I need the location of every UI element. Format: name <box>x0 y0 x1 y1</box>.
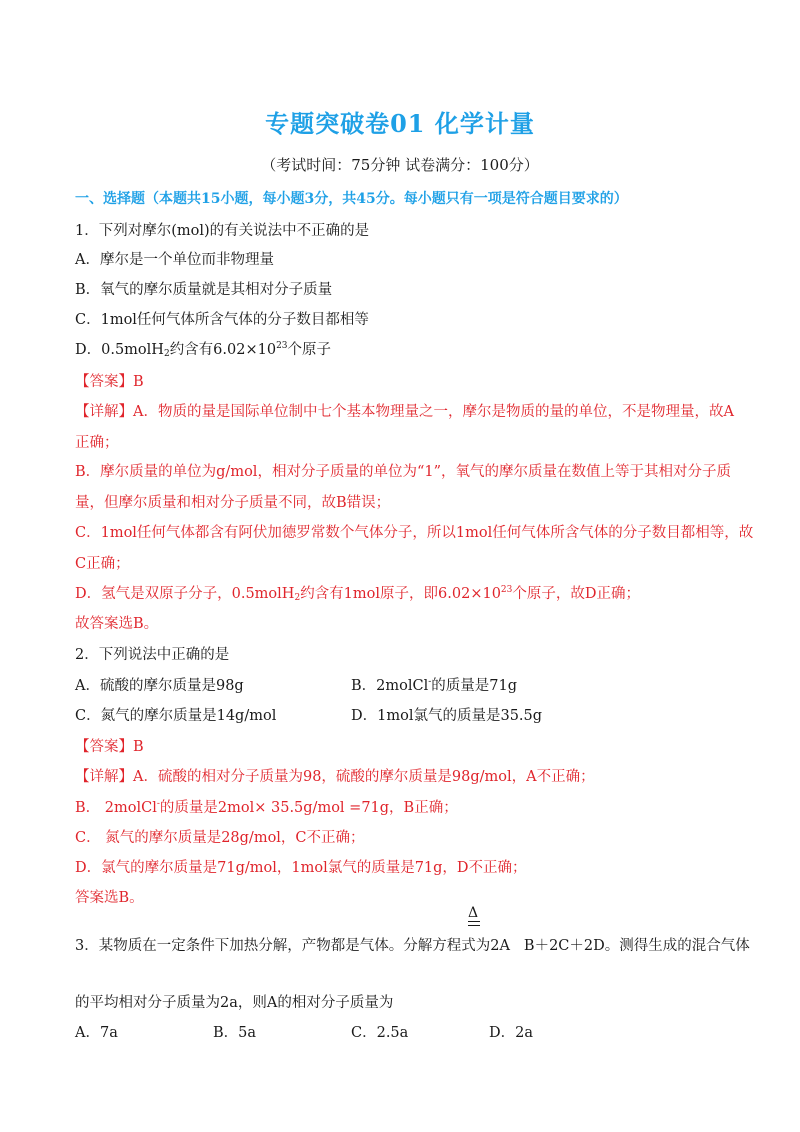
q1-detail: C．1mol任何气体都含有阿伏加德罗常数个气体分子，所以1mol任何气体所含气体的分子数目都相等，故 <box>75 525 754 541</box>
q1-answer: 【答案】B <box>75 374 144 390</box>
q1-option-c: C．1mol任何气体所含气体的分子数目都相等 <box>75 312 369 328</box>
q2-option-d: D．1mol氯气的质量是35.5g <box>351 708 543 724</box>
q1-option-d: D．0.5molH$_2$约含有$6.02\times 10^{23}$个原子 <box>75 341 332 359</box>
q1-detail: 正确； <box>75 435 119 451</box>
q1-stem: 1．下列对摩尔(mol)的有关说法中不正确的是 <box>75 223 370 239</box>
q2-conclusion: 答案选B。 <box>75 890 144 906</box>
q3-option-d: D．2a <box>489 1025 533 1041</box>
q3-stem-continued: 的平均相对分子质量为2a，则A的相对分子质量为 <box>75 995 394 1011</box>
q3-option-b: B．5a <box>213 1025 257 1041</box>
q2-option-b: B．2molCl-的质量是71g <box>351 677 518 694</box>
q2-answer: 【答案】B <box>75 739 144 755</box>
q1-option-b: B．氧气的摩尔质量就是其相对分子质量 <box>75 282 333 298</box>
q1-detail: D．氢气是双原子分子，0.5molH$_2$约含有1mol原子，即$6.02\times 10^{23}$个原子，故D正确； <box>75 585 640 603</box>
q3-stem: 3．某物质在一定条件下加热分解，产物都是气体。分解方程式为2A B＋2C＋2D。测得生成的混合气体 <box>75 938 750 954</box>
q2-detail: 【详解】A．硫酸的相对分子质量为98，硫酸的摩尔质量是98g/mol，A不正确； <box>75 769 595 785</box>
q3-option-c: C．2.5a <box>351 1025 409 1041</box>
q2-detail: C． 氮气的摩尔质量是28g/mol，C不正确； <box>75 830 365 846</box>
q2-option-c: C．氮气的摩尔质量是14g/mol <box>75 708 277 724</box>
q2-stem: 2．下列说法中正确的是 <box>75 647 230 663</box>
page-title: 专题突破卷01 化学计量 <box>265 109 535 138</box>
q2-options-row-2 <box>75 704 725 725</box>
q1-detail: B．摩尔质量的单位为g/mol，相对分子质量的单位为“1”，氧气的摩尔质量在数值上等于其相对分子质 <box>75 464 731 480</box>
q1-conclusion: 故答案选B。 <box>75 616 159 632</box>
q1-detail: C正确； <box>75 556 130 572</box>
q1-option-a: A．摩尔是一个单位而非物理量 <box>75 252 274 268</box>
q2-options-row-1 <box>75 674 725 695</box>
q1-detail: 【详解】A．物质的量是国际单位制中七个基本物理量之一，摩尔是物质的量的单位，不是物理量，故A <box>75 404 734 420</box>
section-heading: 一、选择题（本题共15小题，每小题3分，共45分。每小题只有一项是符合题目要求的） <box>75 191 628 207</box>
q3-options-row <box>75 1021 725 1041</box>
q3-option-a: A．7a <box>75 1025 118 1041</box>
q2-detail: B． 2molCl-的质量是2mol× 35.5g/mol =71g，B正确； <box>75 799 458 816</box>
exam-info: （考试时间：75分钟 试卷满分：100分） <box>261 156 539 174</box>
q2-detail: D．氯气的摩尔质量是71g/mol，1mol氯气的质量是71g，D不正确； <box>75 860 527 876</box>
heating-delta-symbol: Δ <box>468 906 480 926</box>
q1-detail: 量，但摩尔质量和相对分子质量不同，故B错误； <box>75 495 391 511</box>
q2-option-a: A．硫酸的摩尔质量是98g <box>75 678 244 694</box>
